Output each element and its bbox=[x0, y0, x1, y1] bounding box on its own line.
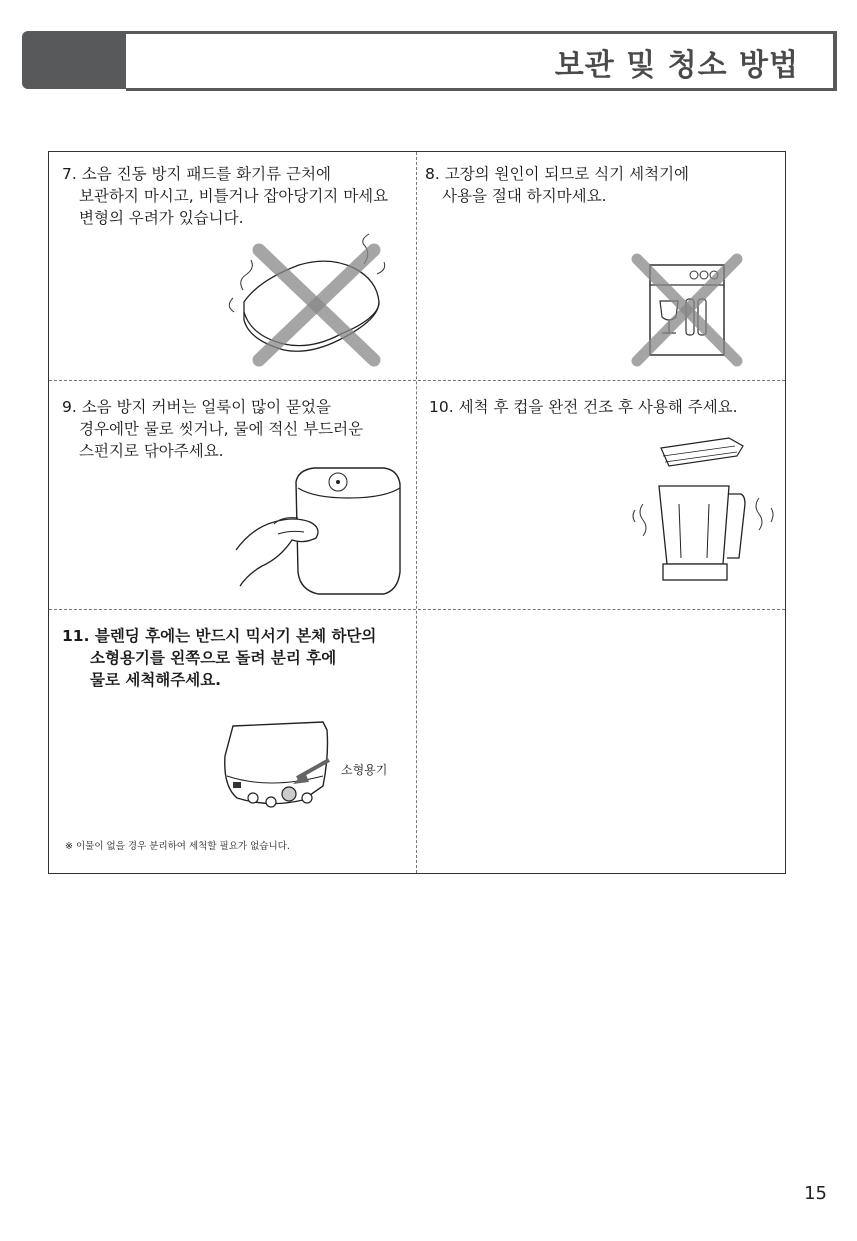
instruction-11-line: 물로 세척해주세요. bbox=[90, 671, 222, 689]
instruction-11-line: 11. 블렌딩 후에는 반드시 믹서기 본체 하단의 bbox=[62, 627, 377, 645]
row-divider bbox=[49, 380, 785, 381]
cleaning-note: ※ 이물이 없을 경우 분리하여 세척할 필요가 없습니다. bbox=[65, 841, 290, 852]
instruction-8-line: 사용을 절대 하지마세요. bbox=[442, 187, 607, 205]
instruction-8 bbox=[425, 163, 689, 207]
instruction-8-line: 8. 고장의 원인이 되므로 식기 세척기에 bbox=[425, 165, 690, 183]
row-divider bbox=[49, 609, 785, 610]
heated-pad-illustration bbox=[229, 240, 394, 370]
instruction-9 bbox=[62, 396, 363, 462]
page-number: 15 bbox=[804, 1183, 827, 1204]
instruction-9-line: 스펀지로 닦아주세요. bbox=[79, 442, 224, 460]
page-title: 보관 및 청소 방법 bbox=[554, 48, 799, 83]
instruction-9-line: 경우에만 물로 씻거나, 물에 적신 부드러운 bbox=[79, 420, 364, 438]
instruction-grid bbox=[48, 151, 786, 874]
header-tab bbox=[22, 31, 126, 89]
instruction-11-line: 소형용기를 왼쪽으로 돌려 분리 후에 bbox=[90, 649, 337, 667]
instruction-10 bbox=[429, 396, 738, 418]
instruction-7-line: 7. 소음 진동 방지 패드를 화기류 근처에 bbox=[62, 165, 331, 183]
section-header bbox=[22, 31, 837, 89]
instruction-7-line: 보관하지 마시고, 비틀거나 잡아당기지 마세요 bbox=[79, 187, 389, 205]
cup-drying-illustration bbox=[629, 434, 779, 589]
instruction-7 bbox=[62, 163, 388, 229]
instruction-10-line: 10. 세척 후 컵을 완전 건조 후 사용해 주세요. bbox=[429, 398, 738, 416]
small-container-callout: 소형용기 bbox=[341, 763, 388, 777]
cover-cleaning-illustration bbox=[234, 462, 404, 602]
instruction-7-line: 변형의 우려가 있습니다. bbox=[79, 209, 244, 227]
dishwasher-illustration bbox=[632, 257, 742, 367]
instruction-11 bbox=[62, 625, 376, 691]
instruction-9-line: 9. 소음 방지 커버는 얼룩이 많이 묻었을 bbox=[62, 398, 331, 416]
small-container-illustration bbox=[219, 716, 419, 816]
